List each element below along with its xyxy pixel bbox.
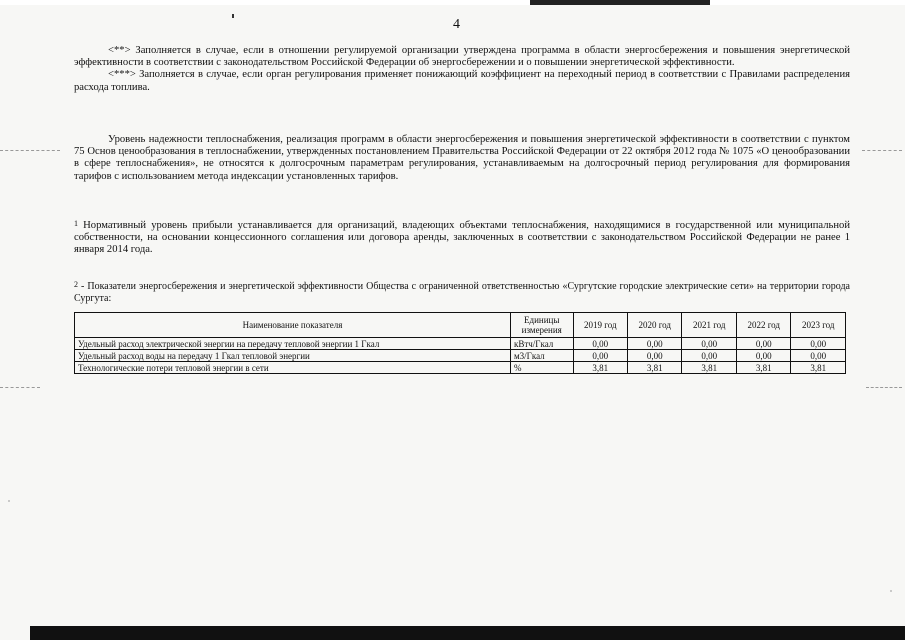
header-2022: 2022 год: [736, 313, 790, 338]
scan-top-edge: [0, 0, 905, 5]
scan-dash-right: [862, 150, 902, 151]
row-name: Удельный расход электрической энергии на передачу тепловой энергии 1 Гкал: [75, 338, 511, 350]
value-2019: 3,81: [573, 362, 627, 374]
footnote-2-text: - Показатели энергосбережения и энергетической эффективности Общества с ограниченной ответственностью «Сургутские городские электрические сети» на территории города Сургута:: [74, 281, 850, 304]
page-number: 4: [453, 17, 460, 32]
value-2019: 0,00: [573, 338, 627, 350]
scan-speck: [8, 500, 10, 502]
value-2022: 3,81: [736, 362, 790, 374]
footnote-1-text: Нормативный уровень прибыли устанавливается для организаций, владеющих объектами теплоснабжения, находящимися в государственной или муниципальной собственности, на основании концессионного соглашения или договора аренды, заключенных в соответствии с законодательством Российской Федерации не ранее 1 января 2014 года.: [74, 220, 850, 256]
value-2023: 0,00: [791, 338, 846, 350]
footnote-1-marker: 1: [74, 219, 78, 228]
header-2023: 2023 год: [791, 313, 846, 338]
footnote-2: [74, 281, 850, 304]
value-2019: 0,00: [573, 350, 627, 362]
value-2021: 0,00: [682, 350, 736, 362]
header-2021: 2021 год: [682, 313, 736, 338]
scan-speck: [890, 590, 892, 592]
value-2020: 0,00: [628, 350, 682, 362]
note-double-asterisk: <**> Заполняется в случае, если в отношении регулируемой организации утверждена программа в области энергосбережения и повышения энергетической эффективности в соответствии с законодательством Российской Федерации об энергосбережении и о повышении энергетической эффективности.: [74, 45, 850, 69]
scan-dash-left-lower: [0, 387, 40, 388]
value-2020: 0,00: [628, 338, 682, 350]
header-2020: 2020 год: [628, 313, 682, 338]
indicators-table: [74, 312, 846, 374]
reliability-text: Уровень надежности теплоснабжения, реализация программ в области энергосбережения и повышения энергетической эффективности в соответствии с пунктом 75 Основ ценообразования в теплоснабжении, утвержденных постановлением Правительства Российской Федерации от 22 октября 2012 года № 1075 «О ценообразовании в сфере теплоснабжения», не относятся к долгосрочным параметрам регулирования, устанавливаемым на долгосрочный период регулирования для формирования тарифов с использованием метода индексации установленных тарифов.: [74, 134, 850, 182]
header-unit: Единицы измерения: [510, 313, 573, 338]
value-2022: 0,00: [736, 338, 790, 350]
table-row: [75, 362, 846, 374]
table-row: [75, 350, 846, 362]
table-row: [75, 338, 846, 350]
value-2023: 0,00: [791, 350, 846, 362]
row-unit: %: [510, 362, 573, 374]
table-header-row: [75, 313, 846, 338]
notes-block: [74, 45, 850, 94]
value-2023: 3,81: [791, 362, 846, 374]
reliability-paragraph: [74, 134, 850, 183]
scan-dash-right-lower: [866, 387, 902, 388]
footnote-2-marker: 2: [74, 280, 78, 289]
header-2019: 2019 год: [573, 313, 627, 338]
footnote-1: [74, 220, 850, 257]
row-name: Удельный расход воды на передачу 1 Гкал тепловой энергии: [75, 350, 511, 362]
value-2021: 0,00: [682, 338, 736, 350]
value-2020: 3,81: [628, 362, 682, 374]
note-triple-asterisk: <***> Заполняется в случае, если орган регулирования применяет понижающий коэффициент на переходный период в соответствии с Правилами распределения расхода топлива.: [74, 69, 850, 93]
scan-bottom-edge: [0, 626, 905, 640]
row-name: Технологические потери тепловой энергии в сети: [75, 362, 511, 374]
row-unit: м3/Гкал: [510, 350, 573, 362]
value-2021: 3,81: [682, 362, 736, 374]
header-name: Наименование показателя: [75, 313, 511, 338]
value-2022: 0,00: [736, 350, 790, 362]
scan-mark: [232, 14, 234, 18]
scan-dash-left: [0, 150, 60, 151]
row-unit: кВтч/Гкал: [510, 338, 573, 350]
